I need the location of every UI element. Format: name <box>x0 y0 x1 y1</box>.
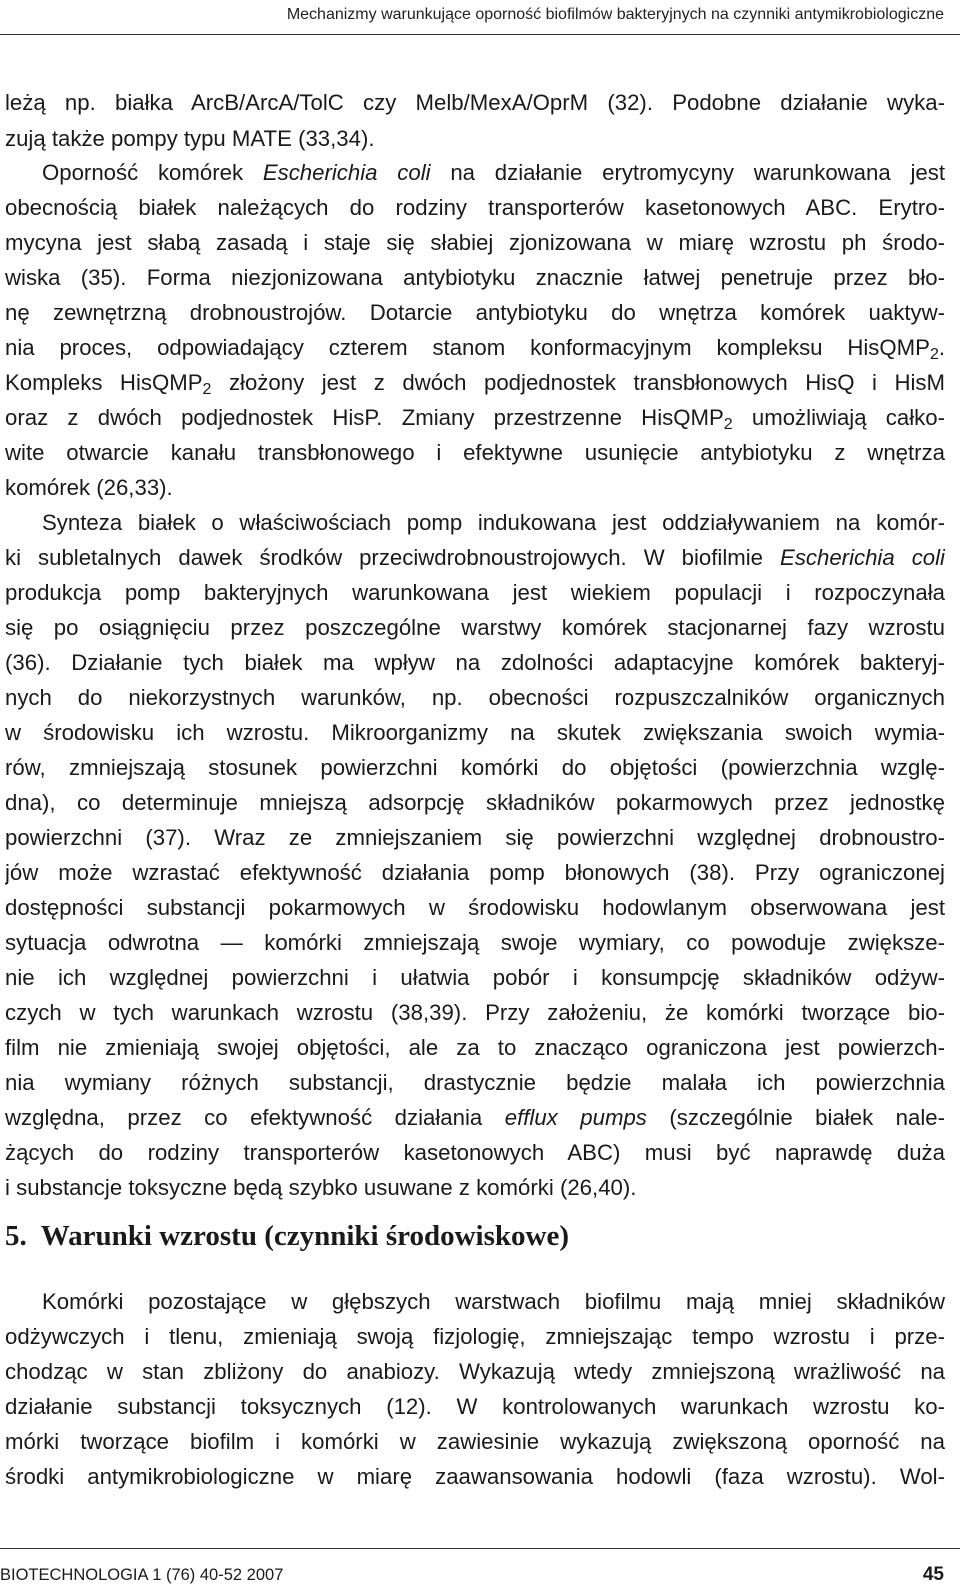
text-line: nych do niekorzystnych warunków, np. obecności rozpuszczalników organicznych <box>5 685 945 710</box>
section-number: 5. <box>5 1220 27 1252</box>
text-line: dostępności substancji pokarmowych w środowisku hodowlanym obserwowana jest <box>5 895 945 920</box>
text-line: i substancje toksyczne będą szybko usuwane z komórki (26,40). <box>5 1175 637 1200</box>
text-line: w środowisku ich wzrostu. Mikroorganizmy na skutek zwiększania swoich wymia- <box>5 720 945 745</box>
section-title: Warunki wzrostu (czynniki środowiskowe) <box>40 1220 569 1252</box>
running-header <box>0 0 960 35</box>
text-line: chodząc w stan zbliżony do anabiozy. Wykazują wtedy zmniejszoną wrażliwość na <box>5 1359 945 1384</box>
text-line: (36). Działanie tych białek ma wpływ na zdolności adaptacyjne komórek bakteryj- <box>5 650 945 675</box>
text-line: leżą np. białka ArcB/ArcA/TolC czy Melb/MexA/OprM (32). Podobne działanie wyka- <box>5 90 945 115</box>
text-line: środki antymikrobiologiczne w miarę zaawansowania hodowli (faza wzrostu). Wol- <box>5 1464 945 1489</box>
page-number: 45 <box>922 1564 944 1585</box>
text-line: Kompleks HisQMP$_2$ złożony jest z dwóch podjednostek transbłonowych HisQ i HisM <box>5 370 945 398</box>
text-line: się po osiągnięciu przez poszczególne warstwy komórek stacjonarnej fazy wzrostu <box>5 615 945 640</box>
text-line: Komórki pozostające w głębszych warstwach biofilmu mają mniej składników <box>42 1289 945 1314</box>
text-line: obecnością białek należących do rodziny transporterów kasetonowych ABC. Erytro- <box>5 195 945 220</box>
text-line: zują także pompy typu MATE (33,34). <box>5 126 375 151</box>
text-line: żących do rodziny transporterów kasetonowych ABC) musi być naprawdę duża <box>5 1140 945 1165</box>
text-line: wite otwarcie kanału transbłonowego i efektywne usunięcie antybiotyku z wnętrza <box>5 440 945 465</box>
text-line: oraz z dwóch podjednostek HisP. Zmiany przestrzenne HisQMP$_2$ umożliwiają całko- <box>5 405 945 433</box>
text-line: komórek (26,33). <box>5 475 173 500</box>
text-line: nia wymiany różnych substancji, drastycznie będzie malała ich powierzchnia <box>5 1070 945 1095</box>
text-line: dna), co determinuje mniejszą adsorpcję składników pokarmowych przez jednostkę <box>5 790 945 815</box>
text-line: Synteza białek o właściwościach pomp indukowana jest oddziaływaniem na komór- <box>42 510 945 535</box>
text-line: wiska (35). Forma niezjonizowana antybiotyku znacznie łatwej penetruje przez bło- <box>5 265 945 290</box>
text-line: jów może wzrastać efektywność działania pomp błonowych (38). Przy ograniczonej <box>5 860 945 885</box>
text-line: mycyna jest słabą zasadą i staje się słabiej zjonizowana w miarę wzrostu ph środo- <box>5 230 945 255</box>
text-line: powierzchni (37). Wraz ze zmniejszaniem się powierzchni względnej drobnoustro- <box>5 825 945 850</box>
text-line: mórki tworzące biofilm i komórki w zawiesinie wykazują zwiększoną oporność na <box>5 1429 945 1454</box>
section-heading <box>5 1218 945 1254</box>
text-line: nę zewnętrzną drobnoustrojów. Dotarcie antybiotyku do wnętrza komórek uaktyw- <box>5 300 945 325</box>
text-line: względna, przez co efektywność działania efflux pumps (szczególnie białek nale- <box>5 1105 945 1130</box>
text-line: ki subletalnych dawek środków przeciwdrobnoustrojowych. W biofilmie Escherichia coli <box>5 545 945 570</box>
text-line: sytuacja odwrotna — komórki zmniejszają swoje wymiary, co powoduje zwiększe- <box>5 930 945 955</box>
journal-citation: BIOTECHNOLOGIA 1 (76) 40-52 2007 <box>0 1566 284 1584</box>
text-line: nia proces, odpowiadający czterem stanom konformacyjnym kompleksu HisQMP$_2$. <box>5 335 945 363</box>
text-line: rów, zmniejszają stosunek powierzchni komórki do objętości (powierzchnia wzglę- <box>5 755 945 780</box>
footer-rule <box>0 1548 960 1549</box>
text-line: nie ich względnej powierzchni i ułatwia pobór i konsumpcję składników odżyw- <box>5 965 945 990</box>
text-line: film nie zmieniają swojej objętości, ale za to znacząco ograniczona jest powierzch- <box>5 1035 945 1060</box>
text-line: działanie substancji toksycznych (12). W kontrolowanych warunkach wzrostu ko- <box>5 1394 945 1419</box>
text-line: Oporność komórek Escherichia coli na działanie erytromycyny warunkowana jest <box>42 160 945 185</box>
text-line: czych w tych warunkach wzrostu (38,39). Przy założeniu, że komórki tworzące bio- <box>5 1000 945 1025</box>
text-line: produkcja pomp bakteryjnych warunkowana jest wiekiem populacji i rozpoczynała <box>5 580 945 605</box>
running-header-text: Mechanizmy warunkujące oporność biofilmów bakteryjnych na czynniki antymikrobiologiczne <box>286 6 944 23</box>
text-line: odżywczych i tlenu, zmieniają swoją fizjologię, zmniejszając tempo wzrostu i prze- <box>5 1324 945 1349</box>
